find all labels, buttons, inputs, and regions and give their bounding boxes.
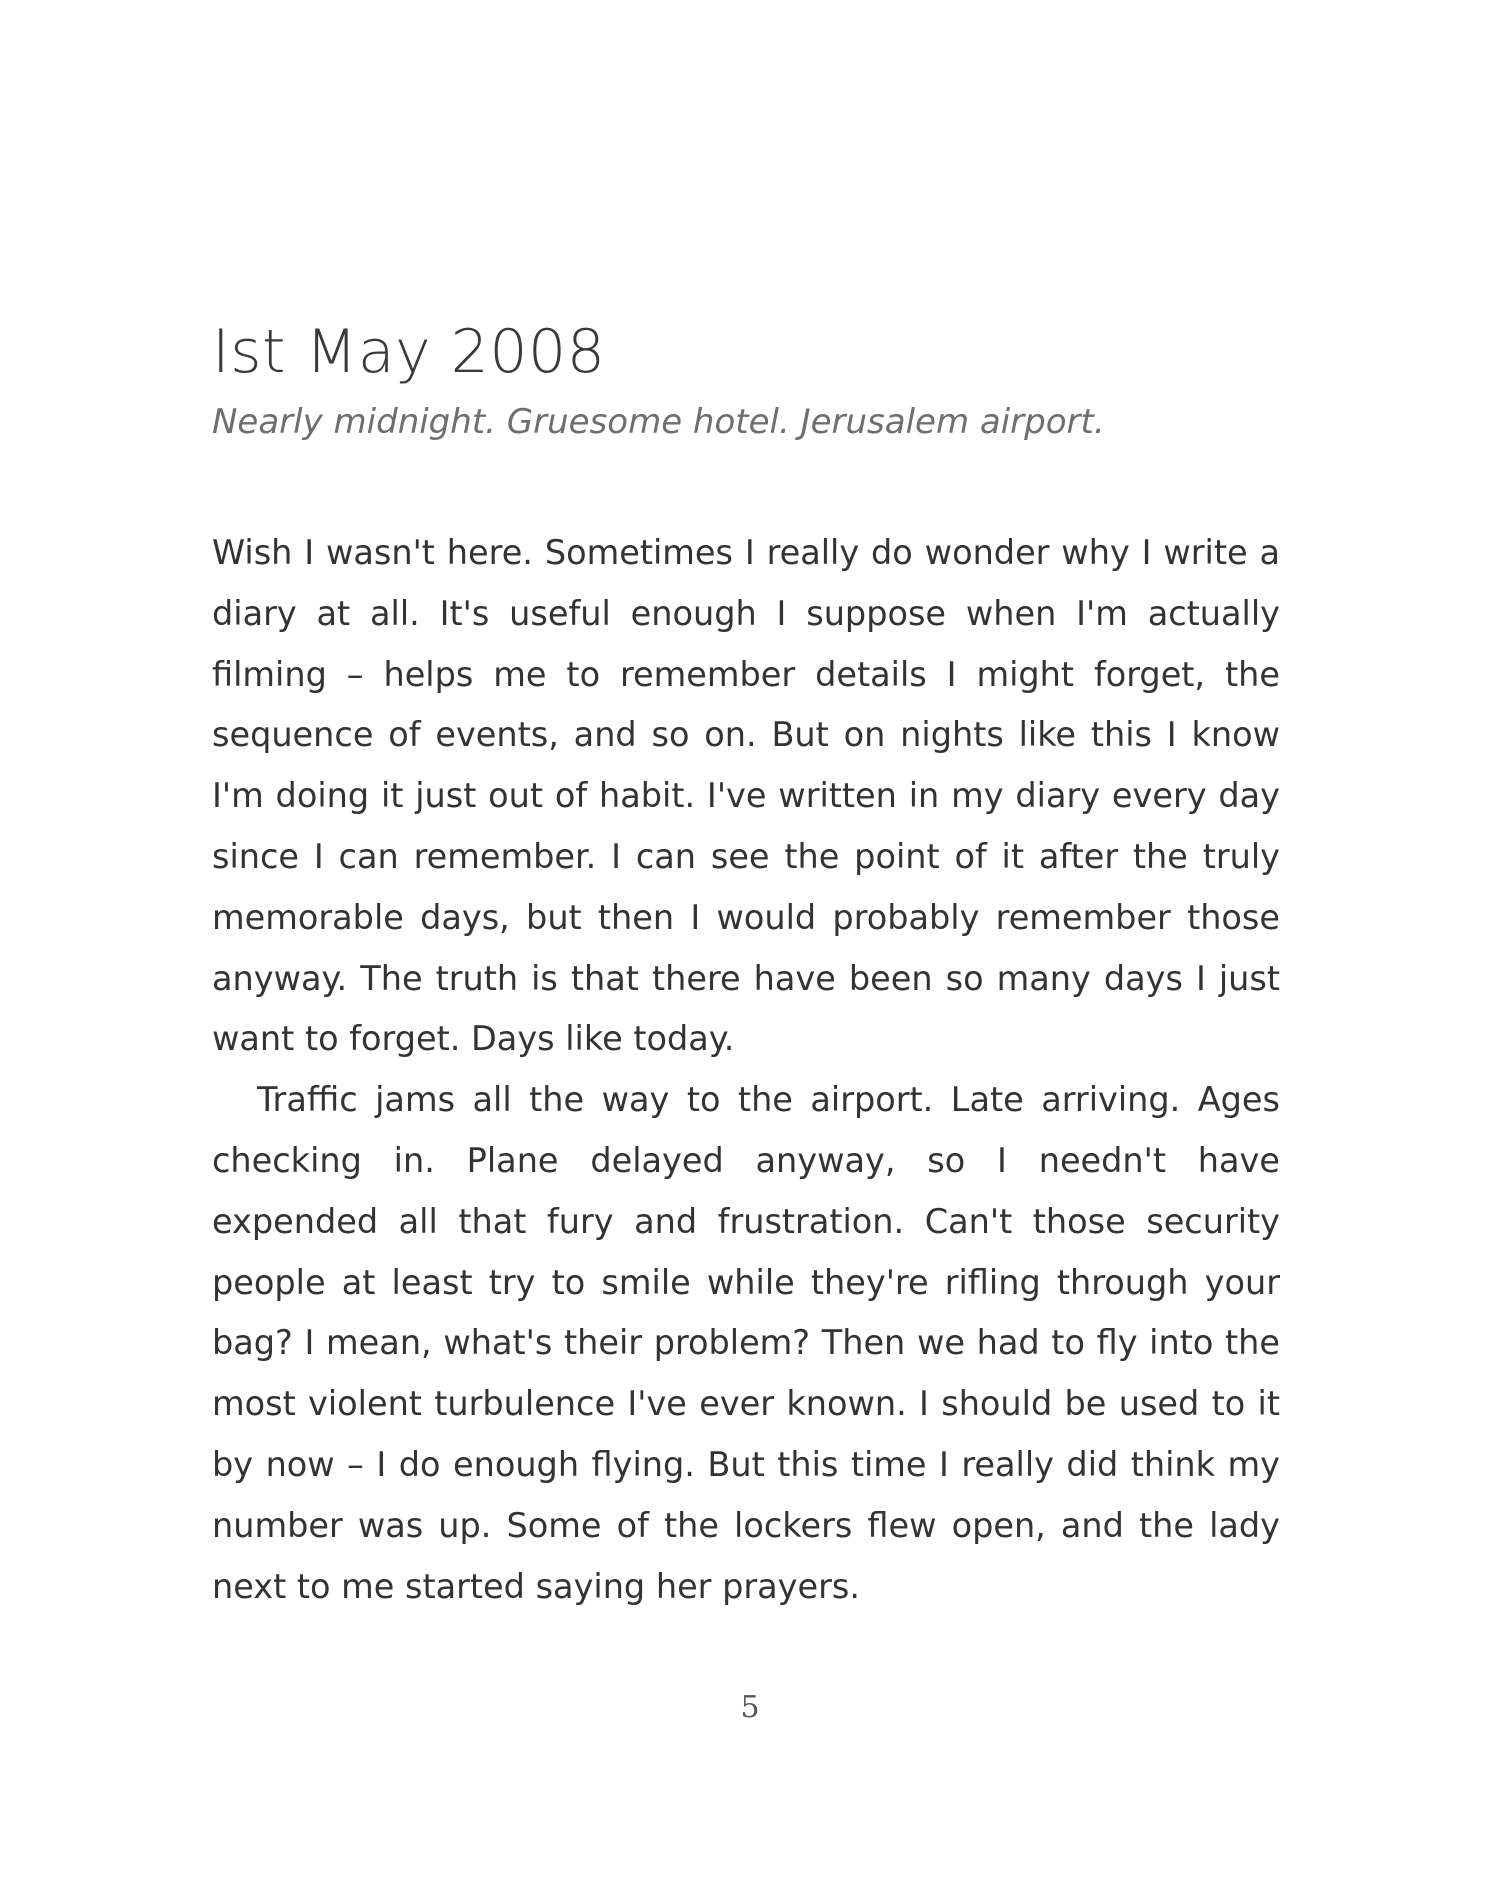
paragraph-1: Wish I wasn't here. Sometimes I really do wonder why I write a diary at all. It's useful enough I suppose when I'm actually filming – helps me to remember details I might forget, the sequence of events, and so on. But on nights like this I know I'm doing it just out of habit. I've written in my diary every day since I can remember. I can see the point of it after the truly memorable days, but then I would probably remember those anyway. The truth is that there have been so many days I just want to forget. Days like today. (212, 533, 1280, 1059)
page-number: 5 (740, 1690, 760, 1725)
paragraph-2: Traffic jams all the way to the airport. Late arriving. Ages checking in. Plane delayed anyway, so I needn't have expended all that fury and frustration. Can't those security people at least try to smile while they're rifling through your bag? I mean, what's their problem? Then we had to fly into the most violent turbulence I've ever known. I should be used to it by now – I do enough flying. But this time I really did think my number was up. Some of the lockers flew open, and the lady next to me started saying her prayers. (212, 1080, 1280, 1606)
entry-date-heading: Ist May 2008 (212, 317, 606, 387)
diary-body (212, 523, 1280, 1617)
entry-subtitle: Nearly midnight. Gruesome hotel. Jerusalem airport. (212, 402, 1105, 442)
